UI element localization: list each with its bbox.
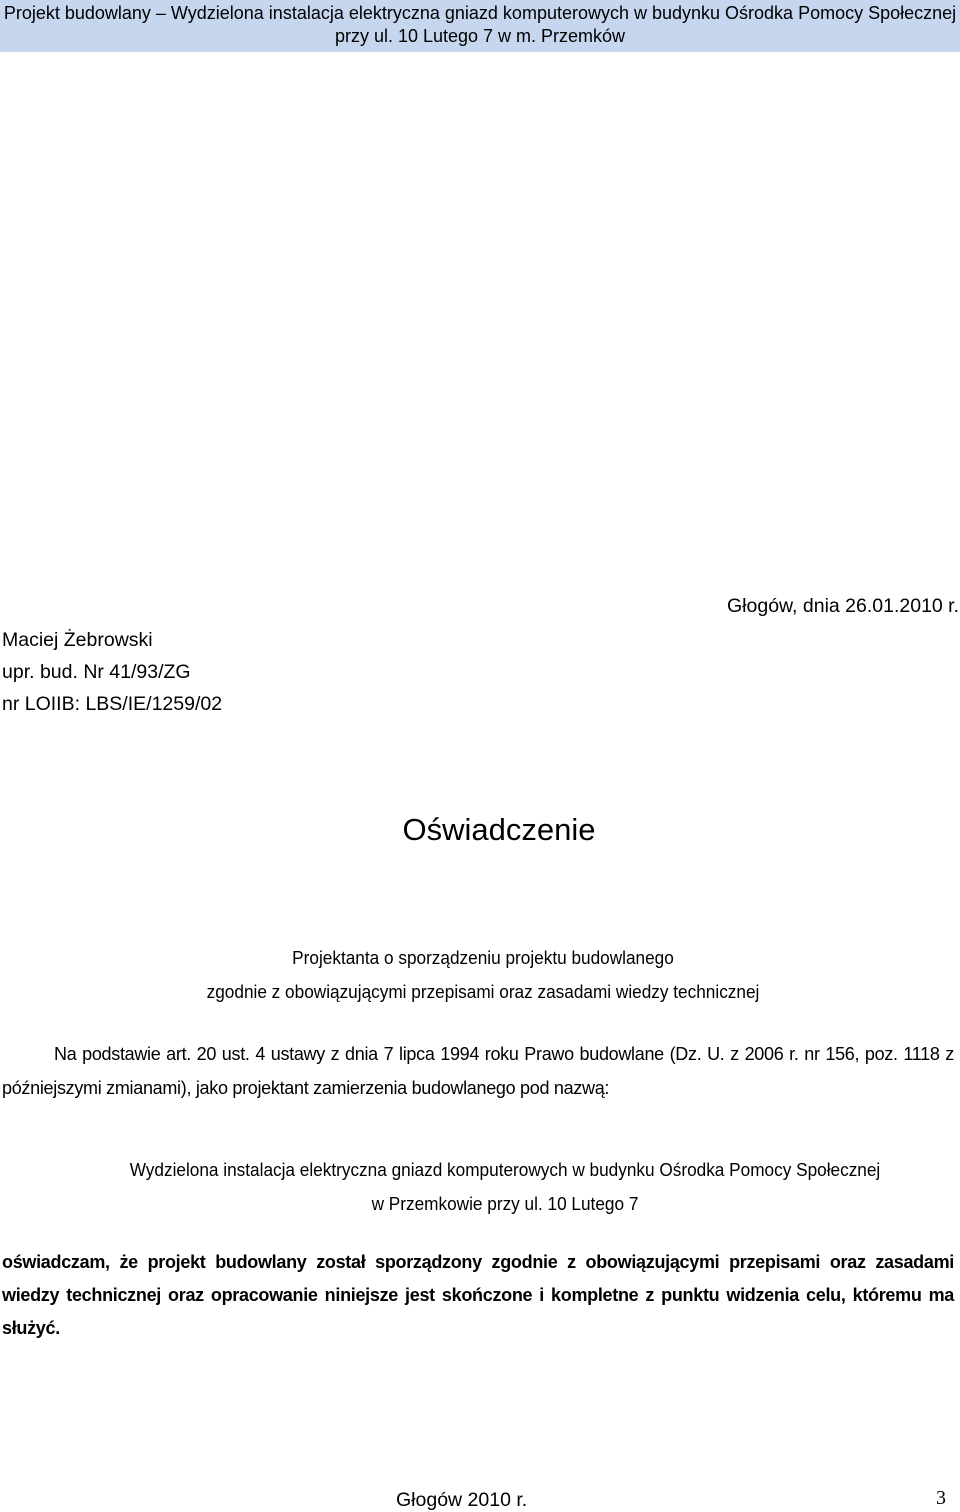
header-project-title: Projekt budowlany – Wydzielona instalacja elektryczna gniazd komputerowych w budynku Ośrodka Pomocy Społecznej [3, 3, 957, 23]
header-project-address: przy ul. 10 Lutego 7 w m. Przemków [334, 26, 626, 46]
subtitle-line-1: Projektanta o sporządzeniu projektu budowlanego [292, 947, 674, 968]
place-date: Głogów, dnia 26.01.2010 r. [727, 595, 960, 617]
author-chamber-id: nr LOIIB: LBS/IE/1259/02 [2, 693, 223, 715]
subtitle-line-2: zgodnie z obowiązującymi przepisami oraz zasadami wiedzy technicznej [206, 981, 760, 1002]
author-name: Maciej Żebrowski [2, 629, 153, 651]
declaration-paragraph: oświadczam, że projekt budowlany został sporządzony zgodnie z obowiązującymi przepisami oraz zasadami wiedzy technicznej oraz opracowanie niniejsze jest skończone i kompletne z punktu widzenia celu, któremu ma służyć. [2, 1252, 954, 1338]
signature-place-date: Głogów 2010 r. [396, 1489, 528, 1511]
author-license: upr. bud. Nr 41/93/ZG [2, 661, 191, 683]
page-number: 3 [936, 1487, 946, 1509]
project-name-line-1: Wydzielona instalacja elektryczna gniazd komputerowych w budynku Ośrodka Pomocy Społecznej [129, 1159, 881, 1180]
legal-basis-paragraph: Na podstawie art. 20 ust. 4 ustawy z dnia 7 lipca 1994 roku Prawo budowlane (Dz. U. z 2006 r. nr 156, poz. 1118 z późniejszymi zmianami), jako projektant zamierzenia budowlanego pod nazwą: [2, 1044, 954, 1098]
document-title: Oświadczenie [402, 812, 596, 847]
document-header [0, 0, 960, 52]
project-name-line-2: w Przemkowie przy ul. 10 Lutego 7 [371, 1193, 639, 1214]
